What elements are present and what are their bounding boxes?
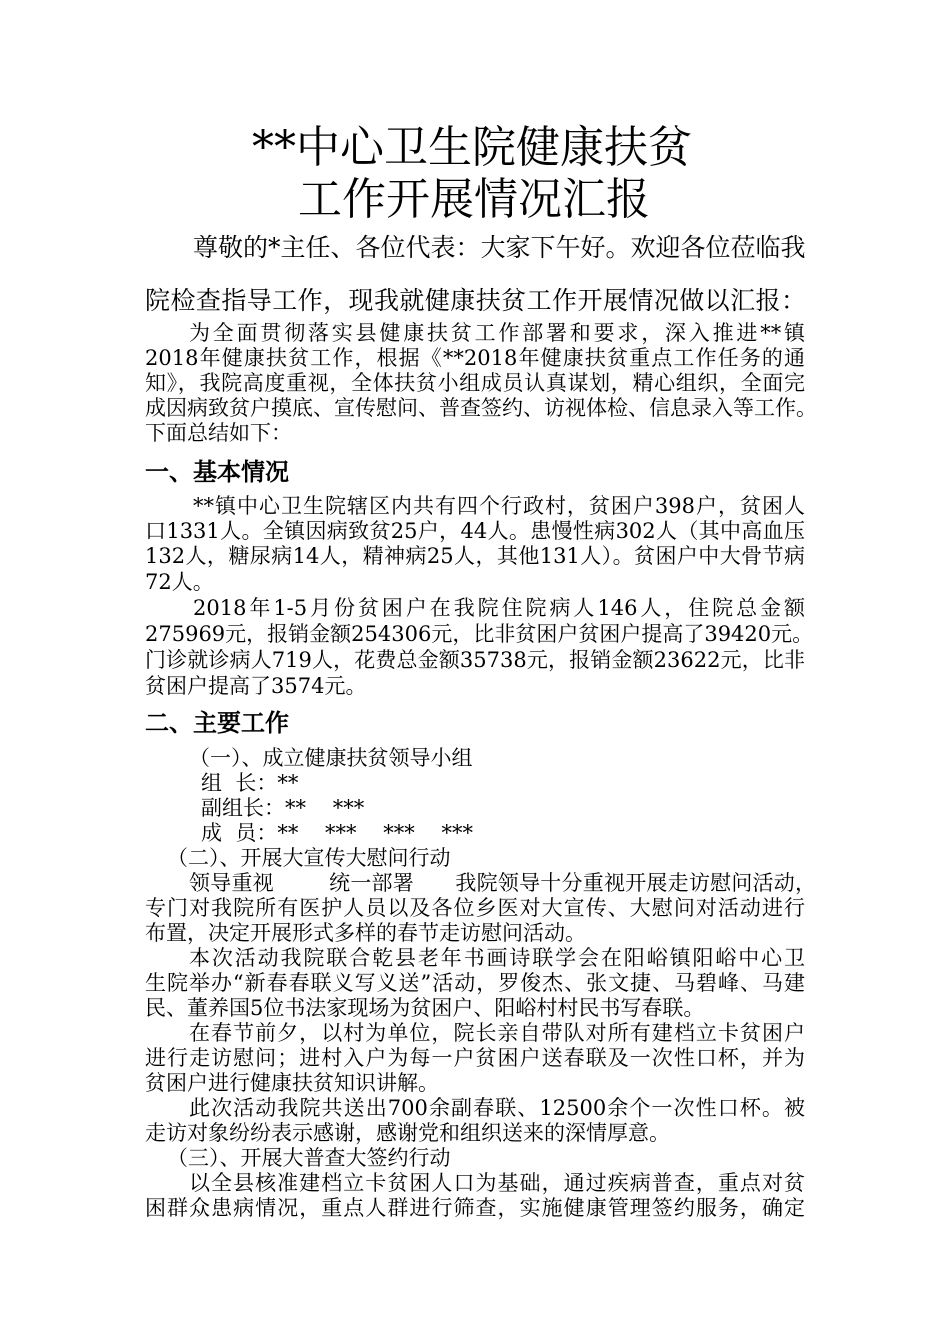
subsection-2-line: 专门对我院所有医护人员以及各位乡医对大宣传、大慰问对活动进行 — [145, 896, 805, 920]
subsection-2-title: （二）、开展大宣传大慰问行动 — [167, 846, 451, 870]
team-deputy: 副组长：** *** — [201, 796, 365, 820]
subsection-3-line: 以全县核准建档立卡贫困人口为基础，通过疾病普查，重点对贫 — [189, 1171, 805, 1195]
section-1-para-1-line: 132人，糖尿病14人，精神病25人，其他131人）。贫困户中大骨节病 — [145, 544, 805, 568]
subsection-2-line: 走访对象纷纷表示感谢，感谢党和组织送来的深情厚意。 — [145, 1121, 670, 1145]
document-title-line-2: 工作开展情况汇报 — [298, 174, 650, 225]
intro-line: 下面总结如下： — [145, 421, 292, 445]
subsection-1-title: （一）、成立健康扶贫领导小组 — [189, 746, 473, 770]
section-1-para-2-line: 贫困户提高了3574元。 — [145, 674, 367, 698]
document-title-line-1: **中心卫生院健康扶贫 — [252, 122, 692, 173]
section-1-para-2-line: 275969元，报销金额254306元，比非贫困户贫困户提高了39420元。 — [145, 622, 814, 646]
section-2-heading: 二、主要工作 — [145, 709, 289, 737]
intro-line: 2018年健康扶贫工作，根据《**2018年健康扶贫重点工作任务的通 — [145, 346, 805, 370]
section-1-para-1-line: **镇中心卫生院辖区内共有四个行政村，贫困户398户，贫困人 — [193, 494, 805, 518]
subsection-2-line: 民、董养国5位书法家现场为贫困户、阳峪村村民书写春联。 — [145, 996, 705, 1020]
subsection-2-line: 领导重视 统一部署 我院领导十分重视开展走访慰问活动， — [189, 871, 816, 895]
subsection-2-line: 布置，决定开展形式多样的春节走访慰问活动。 — [145, 921, 586, 945]
section-1-para-2-line: 门诊就诊病人719人，花费总金额35738元，报销金额23622元，比非 — [145, 648, 805, 672]
intro-line: 知》，我院高度重视，全体扶贫小组成员认真谋划，精心组织，全面完 — [145, 371, 805, 395]
greeting-line-1: 尊敬的*主任、各位代表：大家下午好。欢迎各位莅临我 — [193, 233, 806, 262]
section-1-para-1-line: 口1331人。全镇因病致贫25户，44人。患慢性病302人（其中高血压 — [145, 519, 805, 543]
subsection-2-line: 进行走访慰问；进村入户为每一户贫困户送春联及一次性口杯，并为 — [145, 1046, 805, 1070]
subsection-2-line: 在春节前夕，以村为单位，院长亲自带队对所有建档立卡贫困户 — [189, 1021, 805, 1045]
subsection-3-title: （三）、开展大普查大签约行动 — [167, 1146, 451, 1170]
subsection-2-line: 此次活动我院共送出700余副春联、12500余个一次性口杯。被 — [189, 1096, 805, 1120]
team-members: 成 员：** *** *** *** — [201, 821, 473, 845]
subsection-3-line: 困群众患病情况，重点人群进行筛查，实施健康管理签约服务，确定 — [145, 1196, 805, 1220]
section-1-para-1-line: 72人。 — [145, 570, 214, 594]
subsection-2-line: 本次活动我院联合乾县老年书画诗联学会在阳峪镇阳峪中心卫 — [189, 946, 805, 970]
section-1-para-2-line: 2018年1-5月份贫困户在我院住院病人146人，住院总金额 — [193, 596, 805, 620]
section-1-heading: 一、基本情况 — [145, 458, 289, 486]
subsection-2-line: 贫困户进行健康扶贫知识讲解。 — [145, 1071, 439, 1095]
subsection-2-line: 生院举办“新春春联义写义送”活动，罗俊杰、张文捷、马碧峰、马建 — [145, 971, 805, 995]
team-leader: 组 长：** — [201, 771, 299, 795]
intro-line: 成因病致贫户摸底、宣传慰问、普查签约、访视体检、信息录入等工作。 — [145, 396, 817, 420]
intro-line: 为全面贯彻落实县健康扶贫工作部署和要求，深入推进**镇 — [189, 321, 805, 345]
greeting-line-2: 院检查指导工作，现我就健康扶贫工作开展情况做以汇报： — [145, 286, 806, 315]
